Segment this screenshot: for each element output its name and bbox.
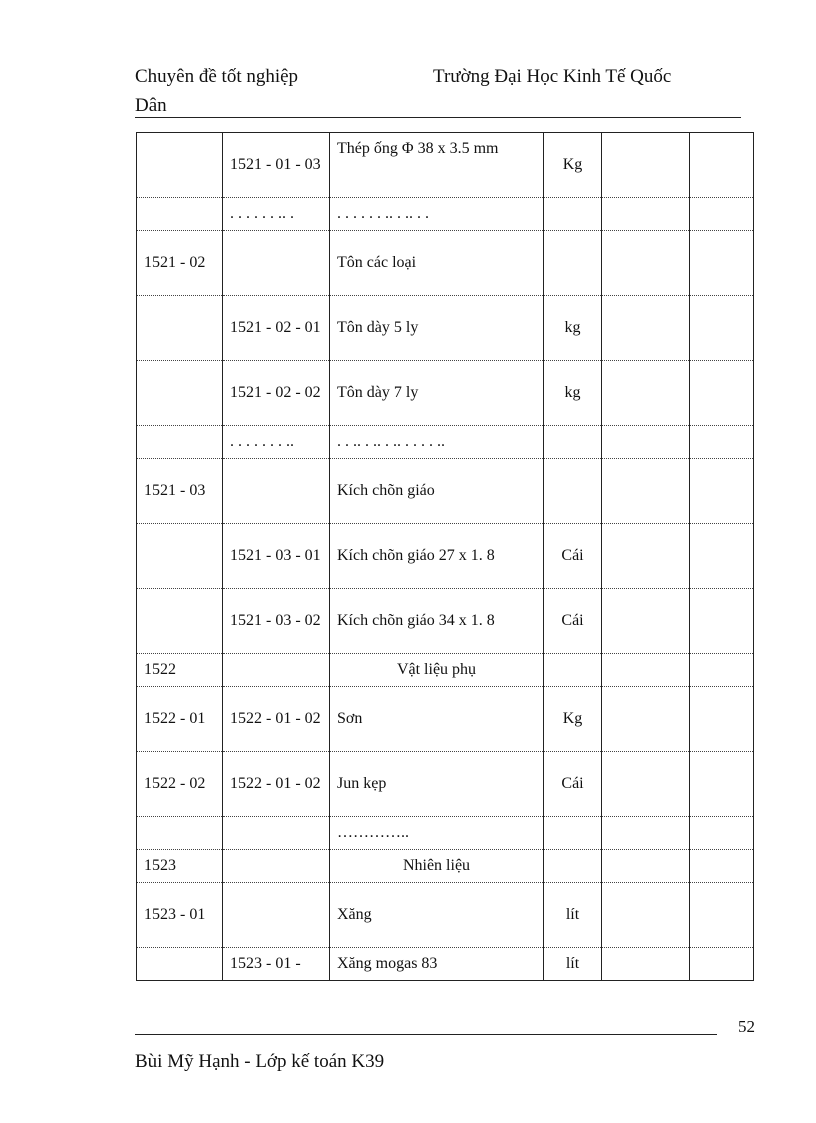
account-code-cell bbox=[137, 817, 223, 850]
empty-cell bbox=[690, 296, 754, 361]
account-code-cell bbox=[137, 948, 223, 981]
empty-cell bbox=[602, 654, 690, 687]
empty-cell bbox=[602, 817, 690, 850]
empty-cell bbox=[602, 231, 690, 296]
table-row bbox=[137, 883, 754, 948]
subaccount-code-cell bbox=[223, 850, 330, 883]
empty-cell bbox=[690, 524, 754, 589]
table-row bbox=[137, 198, 754, 231]
unit-cell: Cái bbox=[544, 589, 602, 654]
table-row bbox=[137, 948, 754, 981]
unit-cell bbox=[544, 426, 602, 459]
unit-cell: Cái bbox=[544, 752, 602, 817]
account-code-cell bbox=[137, 361, 223, 426]
unit-cell: Kg bbox=[544, 687, 602, 752]
empty-cell bbox=[602, 296, 690, 361]
item-name-cell: Nhiên liệu bbox=[330, 850, 544, 883]
table-row bbox=[137, 687, 754, 752]
table-row bbox=[137, 459, 754, 524]
empty-cell bbox=[690, 948, 754, 981]
unit-cell bbox=[544, 817, 602, 850]
table-row bbox=[137, 296, 754, 361]
empty-cell bbox=[690, 198, 754, 231]
unit-cell: Kg bbox=[544, 133, 602, 198]
subaccount-code-cell: 1521 - 01 - 03 bbox=[223, 133, 330, 198]
empty-cell bbox=[602, 198, 690, 231]
empty-cell bbox=[602, 687, 690, 752]
empty-cell bbox=[690, 133, 754, 198]
account-code-cell bbox=[137, 198, 223, 231]
empty-cell bbox=[690, 817, 754, 850]
unit-cell: kg bbox=[544, 361, 602, 426]
subaccount-code-cell: 1521 - 03 - 02 bbox=[223, 589, 330, 654]
account-code-cell: 1522 - 01 bbox=[137, 687, 223, 752]
account-code-cell: 1523 bbox=[137, 850, 223, 883]
unit-cell bbox=[544, 850, 602, 883]
unit-cell: lít bbox=[544, 883, 602, 948]
footer-author: Bùi Mỹ Hạnh - Lớp kế toán K39 bbox=[135, 1051, 385, 1072]
empty-cell bbox=[602, 133, 690, 198]
empty-cell bbox=[602, 589, 690, 654]
unit-cell: Cái bbox=[544, 524, 602, 589]
empty-cell bbox=[602, 752, 690, 817]
account-code-cell bbox=[137, 589, 223, 654]
item-name-cell: Sơn bbox=[330, 687, 544, 752]
item-name-cell: Tôn dày 5 ly bbox=[330, 296, 544, 361]
empty-cell bbox=[690, 361, 754, 426]
account-code-cell: 1521 - 02 bbox=[137, 231, 223, 296]
empty-cell bbox=[690, 850, 754, 883]
empty-cell bbox=[602, 883, 690, 948]
header-rule bbox=[135, 117, 741, 118]
empty-cell bbox=[602, 361, 690, 426]
item-name-cell: . . .. . .. . .. . . . . .. bbox=[330, 426, 544, 459]
account-code-cell: 1521 - 03 bbox=[137, 459, 223, 524]
header-university: Trường Đại Học Kinh Tế Quốc bbox=[433, 66, 672, 87]
footer-rule bbox=[135, 1034, 717, 1035]
subaccount-code-cell: 1523 - 01 - bbox=[223, 948, 330, 981]
empty-cell bbox=[690, 752, 754, 817]
empty-cell bbox=[690, 589, 754, 654]
unit-cell: kg bbox=[544, 296, 602, 361]
table-row bbox=[137, 654, 754, 687]
account-code-cell: 1522 bbox=[137, 654, 223, 687]
unit-cell bbox=[544, 198, 602, 231]
empty-cell bbox=[602, 426, 690, 459]
item-name-cell: Kích chõn giáo 34 x 1. 8 bbox=[330, 589, 544, 654]
item-name-cell: Kích chõn giáo 27 x 1. 8 bbox=[330, 524, 544, 589]
table-row bbox=[137, 426, 754, 459]
page-number: 52 bbox=[738, 1017, 755, 1036]
account-code-cell: 1523 - 01 bbox=[137, 883, 223, 948]
unit-cell bbox=[544, 654, 602, 687]
subaccount-code-cell: 1521 - 03 - 01 bbox=[223, 524, 330, 589]
empty-cell bbox=[602, 850, 690, 883]
item-name-cell: Vật liệu phụ bbox=[330, 654, 544, 687]
empty-cell bbox=[602, 948, 690, 981]
header-document-type: Chuyên đề tốt nghiệp bbox=[135, 66, 299, 87]
item-name-cell: . . . . . . .. . .. . . bbox=[330, 198, 544, 231]
table-row bbox=[137, 133, 754, 198]
account-code-cell bbox=[137, 296, 223, 361]
item-name-cell: Tôn dày 7 ly bbox=[330, 361, 544, 426]
table-row bbox=[137, 361, 754, 426]
item-name-cell: Tôn các loại bbox=[330, 231, 544, 296]
empty-cell bbox=[690, 426, 754, 459]
empty-cell bbox=[690, 654, 754, 687]
unit-cell bbox=[544, 459, 602, 524]
empty-cell bbox=[602, 459, 690, 524]
item-name-cell: Jun kẹp bbox=[330, 752, 544, 817]
table-row bbox=[137, 850, 754, 883]
item-name-cell: ………….. bbox=[330, 817, 544, 850]
subaccount-code-cell: 1522 - 01 - 02 bbox=[223, 752, 330, 817]
subaccount-code-cell: . . . . . . . .. bbox=[223, 426, 330, 459]
account-code-cell bbox=[137, 426, 223, 459]
table-row bbox=[137, 524, 754, 589]
item-name-cell: Thép ống Φ 38 x 3.5 mm bbox=[330, 133, 544, 198]
account-code-cell bbox=[137, 524, 223, 589]
subaccount-code-cell: 1521 - 02 - 02 bbox=[223, 361, 330, 426]
subaccount-code-cell: . . . . . . .. . bbox=[223, 198, 330, 231]
account-code-cell: 1522 - 02 bbox=[137, 752, 223, 817]
subaccount-code-cell bbox=[223, 883, 330, 948]
empty-cell bbox=[690, 687, 754, 752]
table-row bbox=[137, 589, 754, 654]
item-name-cell: Xăng mogas 83 bbox=[330, 948, 544, 981]
empty-cell bbox=[690, 883, 754, 948]
subaccount-code-cell bbox=[223, 817, 330, 850]
table-row bbox=[137, 752, 754, 817]
table-row bbox=[137, 817, 754, 850]
item-name-cell: Xăng bbox=[330, 883, 544, 948]
subaccount-code-cell bbox=[223, 654, 330, 687]
subaccount-code-cell bbox=[223, 459, 330, 524]
unit-cell: lít bbox=[544, 948, 602, 981]
empty-cell bbox=[690, 459, 754, 524]
empty-cell bbox=[690, 231, 754, 296]
header-university-continued: Dân bbox=[135, 95, 167, 116]
unit-cell bbox=[544, 231, 602, 296]
materials-code-table bbox=[136, 132, 754, 981]
empty-cell bbox=[602, 524, 690, 589]
table-row bbox=[137, 231, 754, 296]
account-code-cell bbox=[137, 133, 223, 198]
subaccount-code-cell: 1522 - 01 - 02 bbox=[223, 687, 330, 752]
item-name-cell: Kích chõn giáo bbox=[330, 459, 544, 524]
subaccount-code-cell: 1521 - 02 - 01 bbox=[223, 296, 330, 361]
subaccount-code-cell bbox=[223, 231, 330, 296]
